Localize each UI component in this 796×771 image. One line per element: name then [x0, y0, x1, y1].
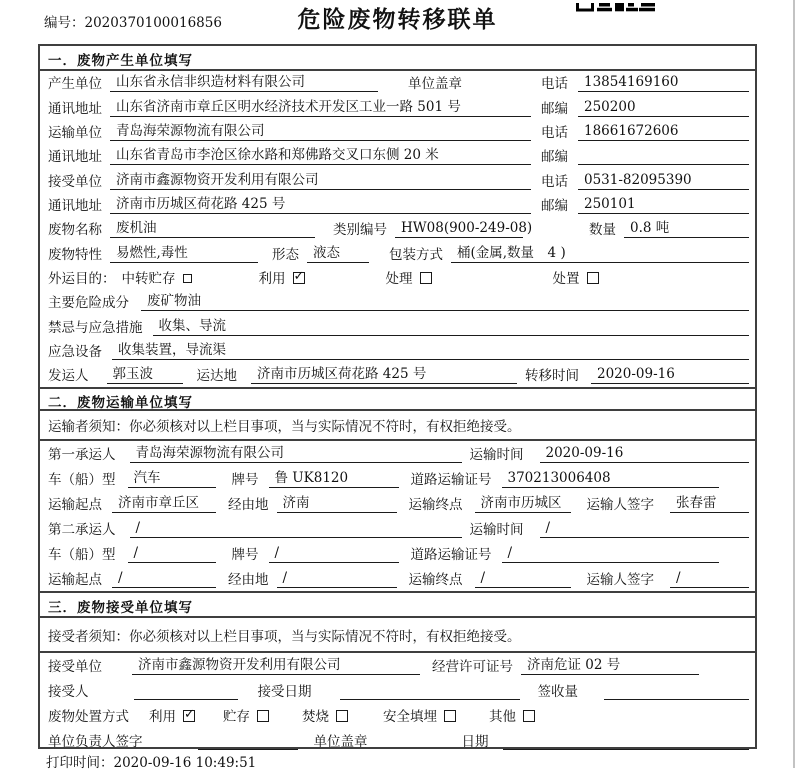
receive-qty-label: 签收量	[537, 684, 578, 701]
carrier2-value: /	[130, 520, 462, 538]
category-label: 类别编号	[333, 222, 387, 239]
row-receiver-unit	[40, 168, 755, 192]
right-group	[541, 194, 749, 214]
plate-label: 牌号	[231, 472, 259, 489]
row-emergency-equipment	[40, 339, 755, 363]
row-receiver-address	[40, 193, 755, 217]
disposal-option-incinerate	[302, 705, 348, 725]
transport-time-label: 运输时间	[469, 447, 524, 464]
receiver-zip-value: 250101	[578, 196, 749, 214]
row-shipper	[40, 363, 755, 387]
row-receiving-unit	[40, 653, 755, 678]
plate-label: 牌号	[231, 547, 259, 564]
end-label: 运输终点	[408, 572, 463, 589]
row-disposal-method	[40, 703, 755, 728]
transporter-unit-value: 青岛海荣源物流有限公司	[110, 119, 531, 141]
row-hazard-component	[40, 290, 755, 314]
disposal-label: 废物处置方式	[48, 709, 129, 726]
checkbox-icon	[444, 710, 456, 722]
right-group	[541, 170, 749, 190]
equipment-label: 应急设备	[48, 344, 102, 361]
page-right-edge	[793, 0, 795, 768]
row-vehicle1	[40, 466, 755, 491]
row-waste-character	[40, 241, 755, 265]
address-label: 通讯地址	[48, 198, 102, 215]
option-label: 处理	[385, 271, 413, 288]
section-generator	[40, 46, 755, 387]
carrier1-value: 青岛海荣源物流有限公司	[130, 441, 462, 463]
right-group	[541, 97, 749, 117]
print-time: 打印时间：2020-09-16 10:49:51	[46, 755, 257, 771]
transfer-form-table	[38, 44, 757, 749]
transporter-notice	[40, 411, 755, 441]
disposal-option-storage	[223, 705, 269, 725]
road-permit-label: 道路运输证号	[410, 547, 492, 564]
checkbox-icon	[523, 710, 535, 722]
receiver-person-label: 接受人	[48, 684, 89, 701]
waste-name-value: 废机油	[110, 216, 315, 238]
option-label: 安全填埋	[383, 709, 437, 726]
right-group	[541, 72, 749, 92]
taboo-value: 收集、导流	[153, 314, 750, 336]
unit-seal-label: 单位盖章	[408, 76, 462, 93]
head-sign-label: 单位负责人签字	[48, 734, 143, 751]
form-value: 液态	[307, 241, 369, 263]
receive-date-value	[340, 683, 520, 700]
qr-code-fragment-icon	[576, 0, 656, 16]
row-transporter-unit	[40, 120, 755, 144]
origin2-value: /	[112, 570, 216, 588]
receiver-unit-label: 接受单位	[48, 173, 102, 190]
disposal-option-recycle	[149, 705, 195, 725]
phone-label: 电话	[541, 173, 568, 190]
row-route1	[40, 491, 755, 516]
disposal-option-other	[489, 705, 535, 725]
head-sign-value	[198, 733, 298, 750]
purpose-option-recycle	[259, 267, 305, 287]
end2-value: /	[475, 570, 571, 588]
checkbox-icon	[420, 272, 432, 284]
receiver-notice	[40, 618, 755, 653]
right-group	[541, 121, 749, 141]
row-transfer-purpose	[40, 266, 755, 290]
vehicle-type1-value: 汽车	[128, 466, 216, 488]
notice-text: 运输者须知：你必须核对以上栏目事项，当与实际情况不符时，有权拒绝接受。	[48, 419, 521, 436]
generator-phone-value: 13854169160	[578, 74, 749, 92]
zip-label: 邮编	[541, 100, 568, 117]
option-label: 利用	[258, 271, 286, 288]
category-value: HW08(900-249-08)	[395, 220, 523, 238]
right-group	[541, 145, 749, 165]
transporter-zip-value	[578, 148, 749, 165]
purpose-option-treat	[386, 267, 432, 287]
option-label: 其他	[489, 709, 516, 726]
receiving-unit-value: 济南市鑫源物资开发利用有限公司	[132, 653, 420, 675]
row-waste-name	[40, 217, 755, 241]
receiver-unit-value: 济南市鑫源物资开发利用有限公司	[110, 168, 531, 190]
generator-unit-value: 山东省永信非织造材料有限公司	[110, 70, 378, 92]
road-permit-label: 道路运输证号	[410, 472, 492, 489]
carrier2-label: 第二承运人	[48, 522, 116, 539]
end-label: 运输终点	[408, 497, 463, 514]
option-label: 贮存	[223, 709, 250, 726]
address-label: 通讯地址	[48, 100, 102, 117]
row-transporter-address	[40, 144, 755, 168]
row-carrier1	[40, 441, 755, 466]
section-receiver	[40, 591, 755, 753]
receive-qty-value	[604, 683, 749, 700]
generator-unit-label: 产生单位	[48, 76, 102, 93]
row-head-signature	[40, 728, 755, 753]
purpose-option-storage	[122, 267, 192, 287]
shipper-value: 郭玉波	[107, 362, 183, 384]
disposal-option-landfill	[383, 705, 456, 725]
row-generator-unit	[40, 71, 755, 95]
carrier1-label: 第一承运人	[48, 447, 116, 464]
transport-time1-value: 2020-09-16	[540, 445, 750, 463]
transporter-address-value: 山东省青岛市李沧区徐水路和郑佛路交叉口东侧 20 米	[110, 143, 531, 165]
row-vehicle2	[40, 541, 755, 566]
option-label: 中转贮存	[121, 271, 176, 288]
zip-label: 邮编	[541, 149, 568, 166]
destination-value: 济南市历城区荷花路 425 号	[251, 362, 517, 384]
form-label: 形态	[272, 246, 299, 263]
row-generator-address	[40, 95, 755, 119]
checkbox-icon	[587, 272, 599, 284]
receiver-phone-value: 0531-82095390	[578, 172, 749, 190]
row-route2	[40, 566, 755, 591]
checkbox-icon	[257, 710, 269, 722]
carrier-sign2-value: /	[670, 570, 749, 588]
option-label: 焚烧	[302, 709, 329, 726]
hazard-label: 主要危险成分	[48, 295, 129, 312]
vehicle-type2-value: /	[128, 545, 216, 563]
shipper-label: 发运人	[48, 368, 89, 385]
equipment-value: 收集装置，导流渠	[112, 338, 749, 360]
row-carrier2	[40, 516, 755, 541]
section1-title: 一．废物产生单位填写	[40, 46, 755, 71]
via-label: 经由地	[228, 572, 269, 589]
hazard-value: 废矿物油	[141, 289, 749, 311]
road-permit1-value: 370213006408	[502, 470, 720, 488]
checkbox-icon	[183, 274, 192, 283]
unit-seal-label: 单位盖章	[313, 734, 368, 751]
road-permit2-value: /	[502, 545, 720, 563]
receiver-person-value	[134, 683, 238, 700]
receiving-unit-label: 接受单位	[48, 659, 102, 676]
transporter-phone-value: 18661672606	[578, 123, 749, 141]
checkbox-icon	[336, 710, 348, 722]
transport-time-label: 运输时间	[469, 522, 524, 539]
zip-label: 邮编	[541, 198, 568, 215]
permit-value: 济南危证 02 号	[521, 653, 699, 675]
row-taboo-measures	[40, 314, 755, 338]
plate1-value: 鲁 UK8120	[269, 466, 399, 488]
origin-label: 运输起点	[48, 572, 102, 589]
packing-value: 桶(金属,数量 4 )	[451, 241, 749, 263]
notice-text: 接受者须知：你必须核对以上栏目事项，当与实际情况不符时，有权拒绝接受。	[48, 628, 521, 645]
via-label: 经由地	[228, 497, 269, 514]
packing-label: 包装方式	[389, 246, 443, 263]
receive-date-label: 接受日期	[257, 684, 312, 701]
taboo-label: 禁忌与应急措施	[48, 319, 143, 336]
option-label: 处置	[552, 271, 580, 288]
transporter-unit-label: 运输单位	[48, 125, 102, 142]
phone-label: 电话	[541, 76, 568, 93]
vehicle-type-label: 车（船）型	[48, 547, 116, 564]
via2-value: /	[277, 570, 397, 588]
carrier-sign1-value: 张春雷	[670, 491, 749, 513]
address-label: 通讯地址	[48, 149, 102, 166]
destination-label: 运达地	[196, 368, 237, 385]
carrier-sign-label: 运输人签字	[586, 572, 654, 589]
via1-value: 济南	[277, 491, 397, 513]
purpose-option-dispose	[553, 267, 599, 287]
purpose-label: 外运目的：	[48, 271, 116, 288]
quantity-value: 0.8 吨	[624, 216, 749, 238]
section2-title: 二．废物运输单位填写	[40, 389, 755, 411]
generator-address-value: 山东省济南市章丘区明水经济技术开发区工业一路 501 号	[110, 95, 531, 117]
transfer-time-value: 2020-09-16	[591, 366, 749, 384]
quantity-label: 数量	[589, 222, 616, 239]
phone-label: 电话	[541, 125, 568, 142]
carrier-sign-label: 运输人签字	[586, 497, 654, 514]
transport-time2-value: /	[540, 520, 750, 538]
origin1-value: 济南市章丘区	[112, 491, 216, 513]
end1-value: 济南市历城区	[475, 491, 571, 513]
page-title: 危险废物转移联单	[297, 6, 498, 33]
checkbox-checked-icon	[183, 710, 195, 722]
plate2-value: /	[269, 545, 399, 563]
transfer-time-label: 转移时间	[525, 368, 579, 385]
section3-title: 三．废物接受单位填写	[40, 593, 755, 618]
option-label: 利用	[149, 709, 176, 726]
waste-name-label: 废物名称	[48, 222, 102, 239]
character-label: 废物特性	[48, 246, 102, 263]
vehicle-type-label: 车（船）型	[48, 472, 116, 489]
checkbox-checked-icon	[293, 272, 305, 284]
date-value	[503, 733, 750, 750]
row-receiver-person	[40, 678, 755, 703]
date-label: 日期	[461, 734, 489, 751]
section-transporter	[40, 387, 755, 591]
serial-number: 编号：2020370100016856	[44, 15, 222, 31]
character-value: 易燃性,毒性	[110, 241, 258, 263]
generator-zip-value: 250200	[578, 99, 749, 117]
permit-label: 经营许可证号	[432, 659, 513, 676]
receiver-address-value: 济南市历城区荷花路 425 号	[110, 192, 531, 214]
origin-label: 运输起点	[48, 497, 102, 514]
